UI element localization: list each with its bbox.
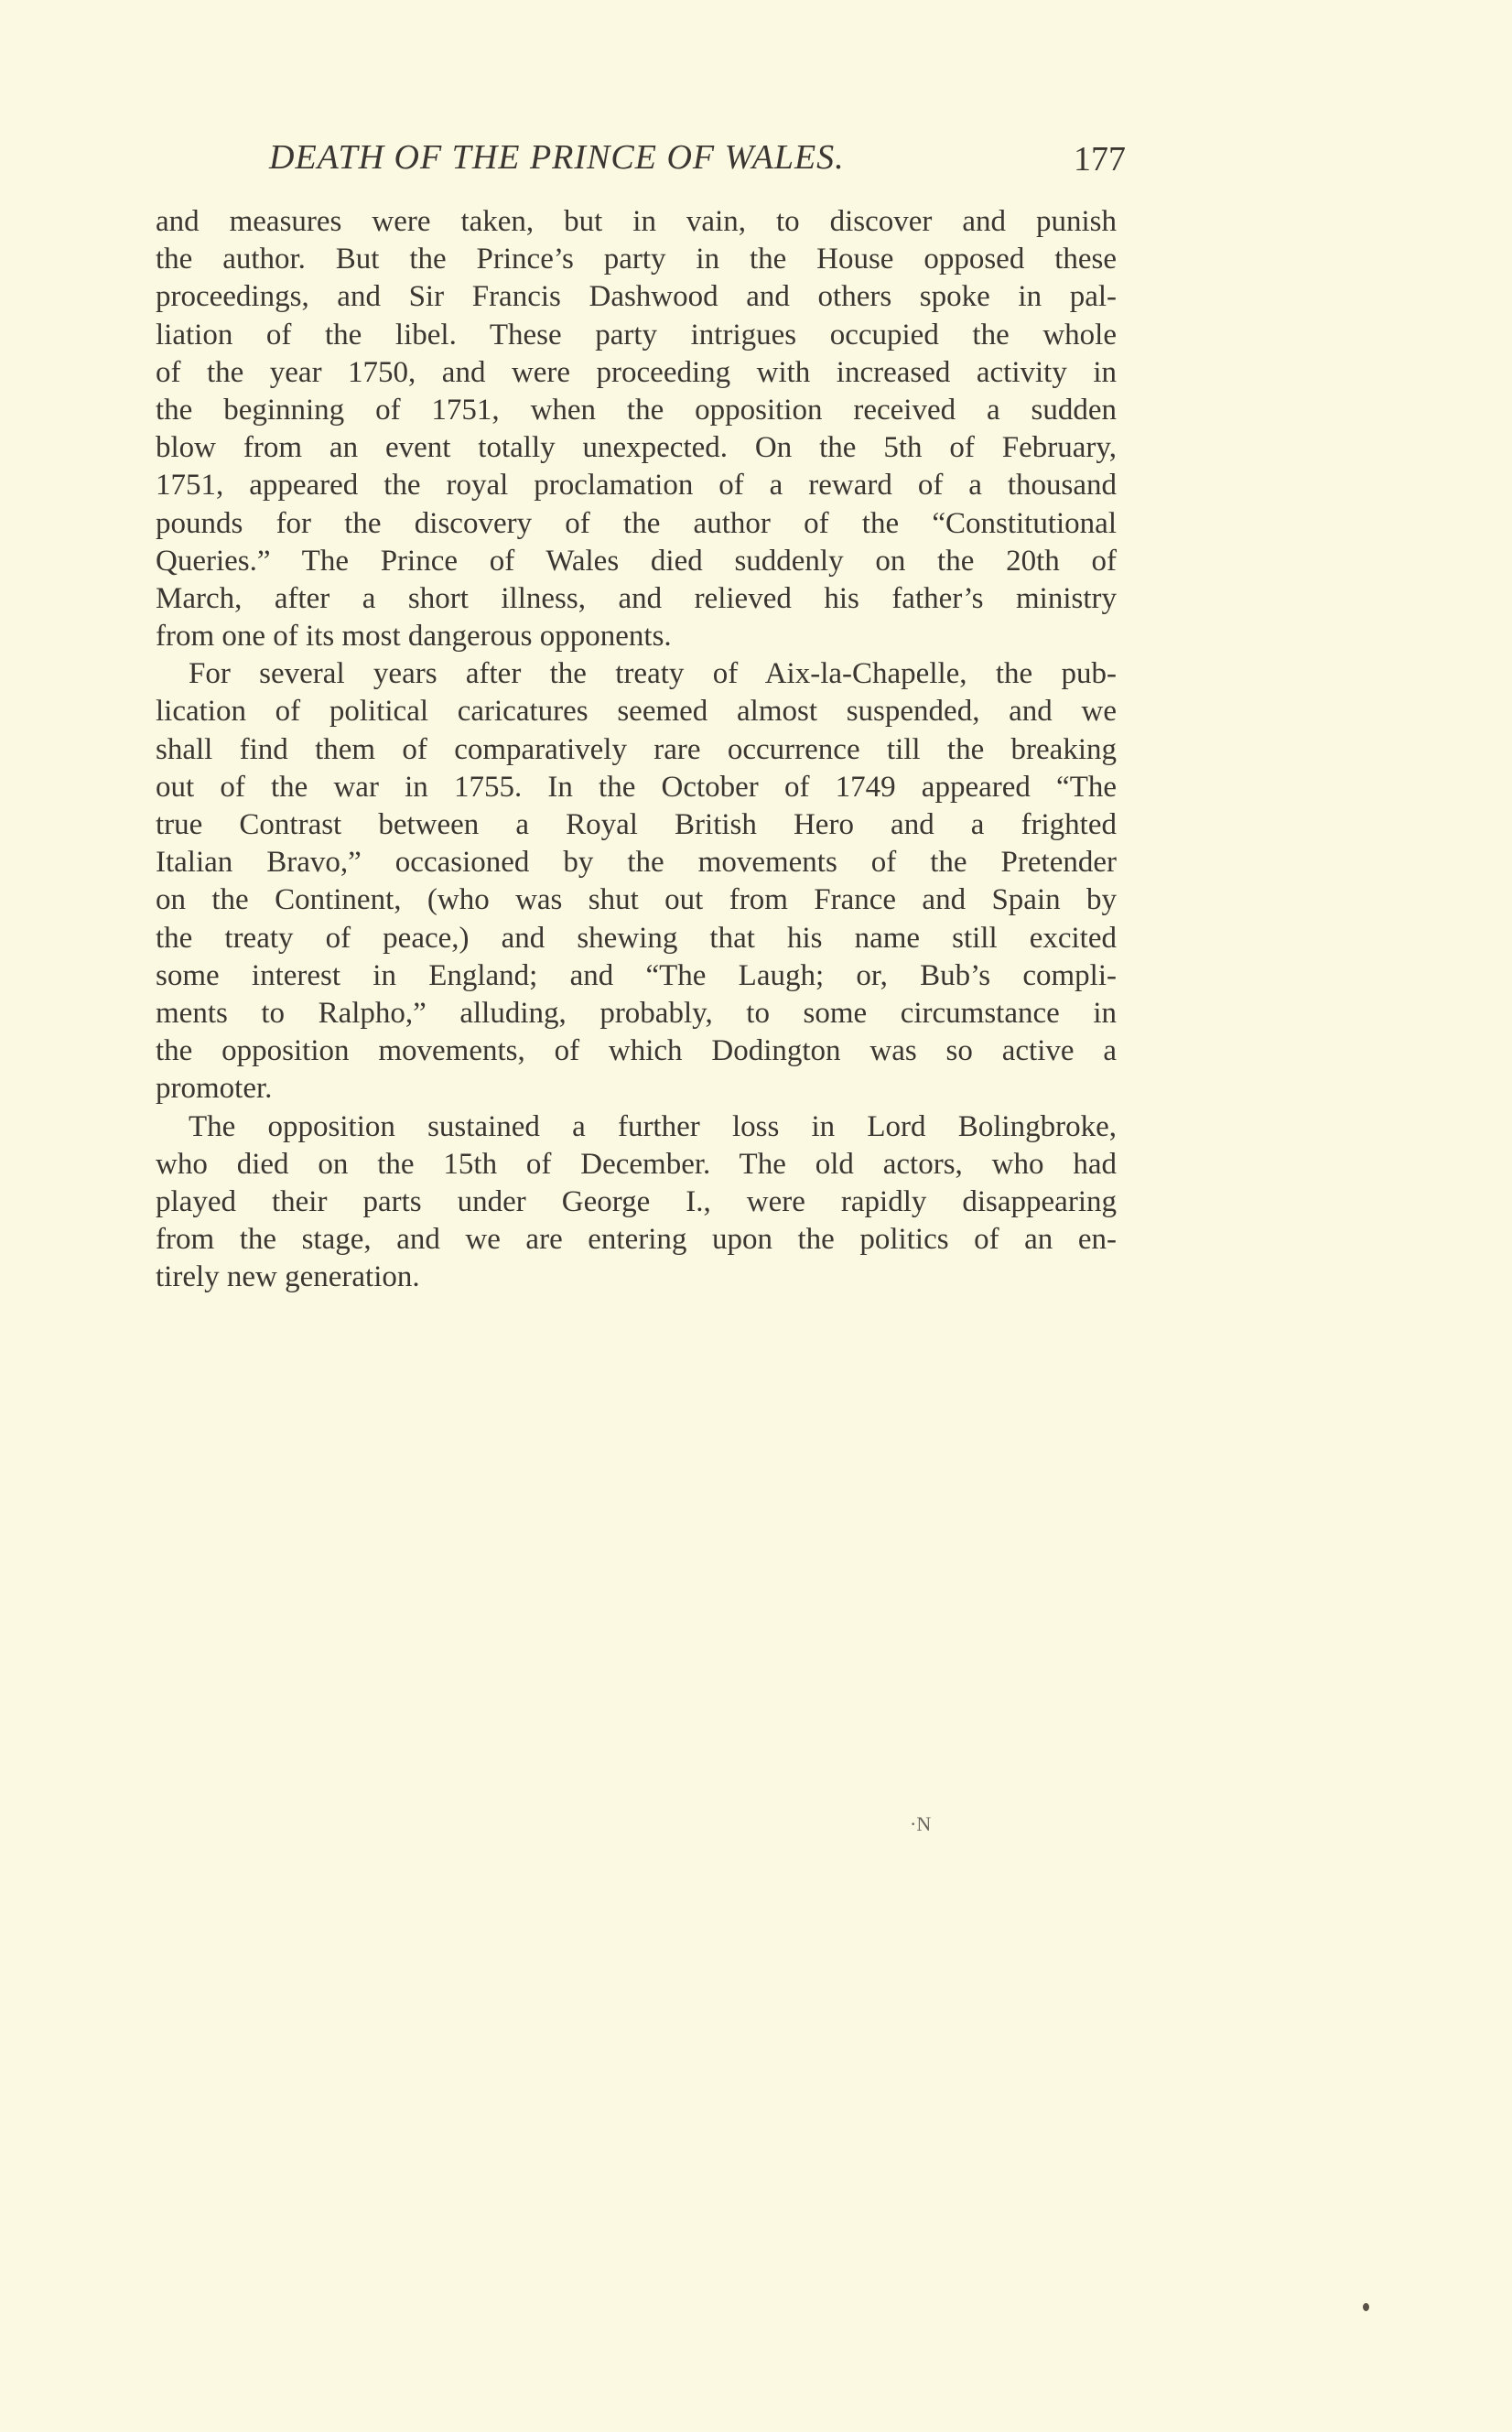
text-line: blow from an event totally unexpected. On the 5th of February,	[156, 431, 1117, 465]
text-line: liation of the libel. These party intrigues occupied the whole	[156, 318, 1117, 351]
text-line: played their parts under George I., were rapidly disappearing	[156, 1184, 1117, 1218]
stray-print-mark: ·N	[910, 1812, 932, 1835]
text-line: pounds for the discovery of the author of the “Constitutional	[156, 506, 1117, 540]
text-line: March, after a short illness, and relieved his father’s ministry	[156, 581, 1117, 615]
text-line: shall find them of comparatively rare occurrence till the breaking	[156, 732, 1117, 766]
text-line: lication of political caricatures seemed almost suspended, and we	[156, 695, 1117, 729]
text-line: true Contrast between a Royal British Hero and a frighted	[156, 808, 1117, 841]
running-header	[156, 137, 1126, 183]
text-line: proceedings, and Sir Francis Dashwood and others spoke in pal-	[156, 280, 1117, 314]
text-line: Italian Bravo,” occasioned by the movements of the Pretender	[156, 846, 1117, 880]
paragraph	[156, 655, 1117, 1108]
running-title: DEATH OF THE PRINCE OF WALES.	[269, 138, 845, 177]
text-line: 1751, appeared the royal proclamation of a reward of a thousand	[156, 469, 1117, 503]
ink-speck	[1363, 2303, 1369, 2311]
text-line: from one of its most dangerous opponents.	[156, 620, 672, 654]
text-line: some interest in England; and “The Laugh; or, Bub’s compli-	[156, 958, 1117, 992]
text-line: from the stage, and we are entering upon the politics of an en-	[156, 1223, 1117, 1257]
text-line: of the year 1750, and were proceeding with increased activity in	[156, 355, 1117, 389]
paragraph	[156, 203, 1117, 655]
text-line: For several years after the treaty of Aix-la-Chapelle, the pub-	[189, 657, 1117, 691]
text-line: the beginning of 1751, when the opposition received a sudden	[156, 393, 1117, 427]
text-line: and measures were taken, but in vain, to discover and punish	[156, 205, 1117, 238]
page-number: 177	[1074, 140, 1126, 178]
text-line: the author. But the Prince’s party in the House opposed these	[156, 243, 1117, 276]
text-line: on the Continent, (who was shut out from France and Spain by	[156, 883, 1117, 917]
text-line: the treaty of peace,) and shewing that his name still excited	[156, 921, 1117, 955]
text-line: who died on the 15th of December. The old actors, who had	[156, 1147, 1117, 1181]
text-line: Queries.” The Prince of Wales died suddenly on the 20th of	[156, 544, 1117, 578]
text-line: ments to Ralpho,” alluding, probably, to some circumstance in	[156, 996, 1117, 1030]
text-line: the opposition movements, of which Dodington was so active a	[156, 1034, 1117, 1068]
text-line: promoter.	[156, 1072, 273, 1106]
text-line: tirely new generation.	[156, 1260, 420, 1294]
body-text	[156, 203, 1117, 1296]
text-line: The opposition sustained a further loss in Lord Bolingbroke,	[189, 1109, 1117, 1143]
text-line: out of the war in 1755. In the October of 1749 appeared “The	[156, 770, 1117, 804]
paragraph	[156, 1108, 1117, 1297]
